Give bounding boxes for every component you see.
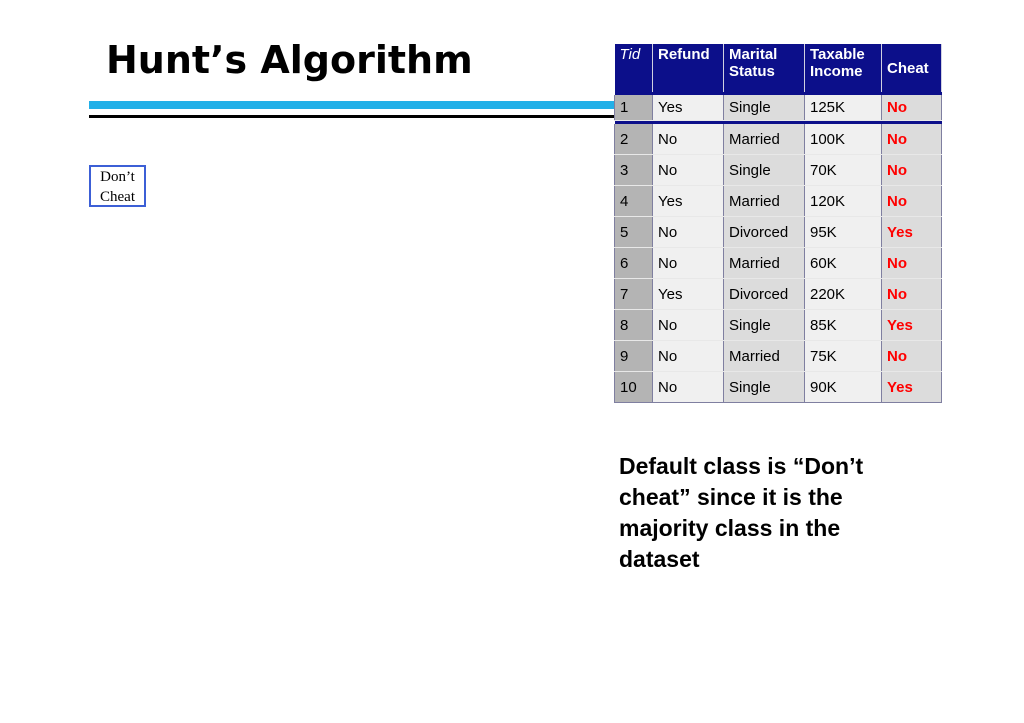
cell-taxable-income: 70K xyxy=(805,155,882,186)
table-row xyxy=(615,217,942,248)
cell-refund: No xyxy=(653,341,724,372)
header-tid: Tid xyxy=(615,44,653,92)
node-label-line2: Cheat xyxy=(100,189,135,205)
table-header-row xyxy=(615,44,942,92)
header-refund: Refund xyxy=(653,44,724,92)
table-row xyxy=(615,341,942,372)
cell-taxable-income: 75K xyxy=(805,341,882,372)
cell-marital-status: Married xyxy=(724,341,805,372)
cell-marital-status: Divorced xyxy=(724,217,805,248)
cell-taxable-income: 90K xyxy=(805,372,882,403)
header-taxable-income: Taxable Income xyxy=(805,44,882,92)
cell-marital-status: Married xyxy=(724,248,805,279)
cell-refund: Yes xyxy=(653,279,724,310)
cell-tid: 4 xyxy=(615,186,653,217)
cell-marital-status: Single xyxy=(724,155,805,186)
cell-cheat: Yes xyxy=(882,217,942,248)
cell-marital-status: Single xyxy=(724,372,805,403)
table-row xyxy=(615,124,942,155)
cell-taxable-income: 60K xyxy=(805,248,882,279)
cell-marital-status: Married xyxy=(724,186,805,217)
cell-refund: No xyxy=(653,248,724,279)
decision-tree-leaf-node xyxy=(89,165,146,207)
cell-cheat: No xyxy=(882,341,942,372)
header-marital-status: Marital Status xyxy=(724,44,805,92)
table-row xyxy=(615,372,942,403)
cell-refund: Yes xyxy=(653,186,724,217)
cell-cheat: No xyxy=(882,279,942,310)
cell-marital-status: Single xyxy=(724,310,805,341)
cell-refund: No xyxy=(653,372,724,403)
cell-tid: 10 xyxy=(615,372,653,403)
cell-tid: 9 xyxy=(615,341,653,372)
cell-tid: 3 xyxy=(615,155,653,186)
title-rule-black xyxy=(89,115,614,118)
cell-tid: 8 xyxy=(615,310,653,341)
cell-tid: 7 xyxy=(615,279,653,310)
table-row xyxy=(615,279,942,310)
cell-refund: No xyxy=(653,217,724,248)
cell-taxable-income: 100K xyxy=(805,124,882,155)
cell-cheat: Yes xyxy=(882,310,942,341)
default-class-note: Default class is “Don’t cheat” since it is the majority class in the dataset xyxy=(619,453,864,572)
cell-cheat: No xyxy=(882,186,942,217)
training-data-table xyxy=(614,44,942,403)
cell-taxable-income: 85K xyxy=(805,310,882,341)
table-row xyxy=(615,248,942,279)
title-rule-blue xyxy=(89,101,614,109)
cell-cheat: No xyxy=(882,248,942,279)
node-label-line1: Don’t xyxy=(100,169,135,185)
cell-marital-status: Single xyxy=(724,95,805,121)
cell-refund: No xyxy=(653,155,724,186)
table-row xyxy=(615,95,942,121)
cell-refund: Yes xyxy=(653,95,724,121)
cell-tid: 1 xyxy=(615,95,653,121)
cell-tid: 6 xyxy=(615,248,653,279)
table-row xyxy=(615,186,942,217)
cell-refund: No xyxy=(653,310,724,341)
table-row xyxy=(615,155,942,186)
cell-marital-status: Married xyxy=(724,124,805,155)
cell-taxable-income: 220K xyxy=(805,279,882,310)
cell-taxable-income: 95K xyxy=(805,217,882,248)
cell-cheat: No xyxy=(882,124,942,155)
cell-cheat: No xyxy=(882,95,942,121)
cell-marital-status: Divorced xyxy=(724,279,805,310)
cell-taxable-income: 120K xyxy=(805,186,882,217)
cell-refund: No xyxy=(653,124,724,155)
cell-taxable-income: 125K xyxy=(805,95,882,121)
cell-cheat: No xyxy=(882,155,942,186)
cell-tid: 2 xyxy=(615,124,653,155)
cell-tid: 5 xyxy=(615,217,653,248)
table-row xyxy=(615,310,942,341)
slide-title: Hunt’s Algorithm xyxy=(106,38,473,82)
cell-cheat: Yes xyxy=(882,372,942,403)
header-cheat: Cheat xyxy=(882,44,942,92)
